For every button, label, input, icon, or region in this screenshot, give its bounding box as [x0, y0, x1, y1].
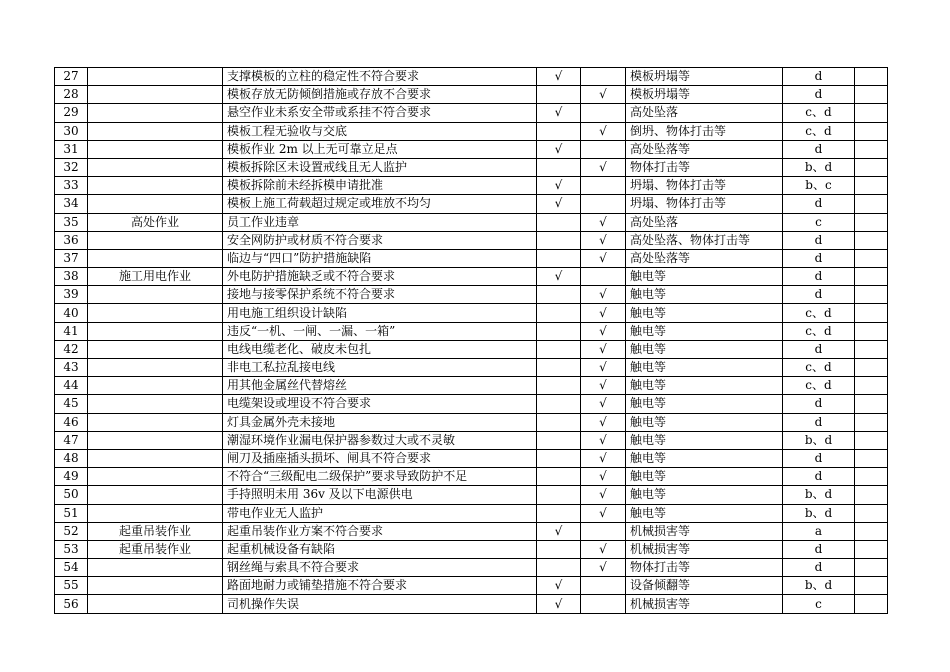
- check-mark-a: [537, 340, 581, 358]
- risk-level: c、d: [783, 359, 855, 377]
- remarks-cell: [855, 68, 888, 86]
- check-mark-b: √: [581, 359, 626, 377]
- hazard-description: 安全网防护或材质不符合要求: [223, 231, 537, 249]
- remarks-cell: [855, 304, 888, 322]
- possible-accident: 高处坠落、物体打击等: [626, 231, 783, 249]
- row-number: 33: [55, 177, 88, 195]
- table-row: [55, 122, 888, 140]
- row-number: 31: [55, 140, 88, 158]
- check-mark-a: [537, 449, 581, 467]
- work-category: [88, 231, 223, 249]
- possible-accident: 触电等: [626, 322, 783, 340]
- work-category: [88, 140, 223, 158]
- remarks-cell: [855, 268, 888, 286]
- possible-accident: 坍塌、物体打击等: [626, 177, 783, 195]
- table-row: [55, 322, 888, 340]
- row-number: 29: [55, 104, 88, 122]
- risk-level: d: [783, 249, 855, 267]
- risk-level: a: [783, 522, 855, 540]
- table-row: [55, 213, 888, 231]
- risk-level: d: [783, 286, 855, 304]
- table-row: [55, 104, 888, 122]
- work-category: [88, 104, 223, 122]
- check-mark-b: √: [581, 304, 626, 322]
- hazard-description: 模板存放无防倾倒措施或存放不合要求: [223, 86, 537, 104]
- remarks-cell: [855, 595, 888, 613]
- possible-accident: 高处坠落: [626, 213, 783, 231]
- possible-accident: 物体打击等: [626, 158, 783, 176]
- check-mark-b: √: [581, 231, 626, 249]
- risk-level: d: [783, 413, 855, 431]
- hazard-description: 钢丝绳与索具不符合要求: [223, 559, 537, 577]
- work-category: 起重吊装作业: [88, 522, 223, 540]
- table-row: [55, 249, 888, 267]
- remarks-cell: [855, 504, 888, 522]
- check-mark-a: √: [537, 68, 581, 86]
- check-mark-a: [537, 231, 581, 249]
- row-number: 42: [55, 340, 88, 358]
- check-mark-b: [581, 177, 626, 195]
- work-category: [88, 322, 223, 340]
- risk-level: b、d: [783, 158, 855, 176]
- check-mark-a: √: [537, 195, 581, 213]
- row-number: 28: [55, 86, 88, 104]
- check-mark-b: √: [581, 340, 626, 358]
- risk-level: d: [783, 449, 855, 467]
- risk-level: c、d: [783, 322, 855, 340]
- check-mark-b: [581, 195, 626, 213]
- table-row: [55, 340, 888, 358]
- remarks-cell: [855, 359, 888, 377]
- risk-level: b、d: [783, 577, 855, 595]
- remarks-cell: [855, 140, 888, 158]
- check-mark-a: √: [537, 595, 581, 613]
- work-category: [88, 195, 223, 213]
- check-mark-b: [581, 595, 626, 613]
- row-number: 30: [55, 122, 88, 140]
- remarks-cell: [855, 158, 888, 176]
- work-category: [88, 449, 223, 467]
- risk-level: c: [783, 213, 855, 231]
- risk-level: c: [783, 595, 855, 613]
- possible-accident: 触电等: [626, 431, 783, 449]
- remarks-cell: [855, 431, 888, 449]
- check-mark-a: [537, 304, 581, 322]
- check-mark-b: √: [581, 158, 626, 176]
- risk-level: d: [783, 86, 855, 104]
- risk-level: b、c: [783, 177, 855, 195]
- work-category: [88, 486, 223, 504]
- hazard-description: 手持照明未用 36v 及以下电源供电: [223, 486, 537, 504]
- row-number: 46: [55, 413, 88, 431]
- possible-accident: 机械损害等: [626, 595, 783, 613]
- possible-accident: 模板坍塌等: [626, 68, 783, 86]
- hazard-description: 支撑模板的立柱的稳定性不符合要求: [223, 68, 537, 86]
- work-category: 施工用电作业: [88, 268, 223, 286]
- remarks-cell: [855, 449, 888, 467]
- check-mark-a: [537, 559, 581, 577]
- risk-level: c、d: [783, 122, 855, 140]
- row-number: 53: [55, 540, 88, 558]
- possible-accident: 物体打击等: [626, 559, 783, 577]
- work-category: [88, 359, 223, 377]
- table-row: [55, 449, 888, 467]
- table-row: [55, 286, 888, 304]
- row-number: 35: [55, 213, 88, 231]
- check-mark-a: [537, 359, 581, 377]
- hazard-description: 电缆架设或埋设不符合要求: [223, 395, 537, 413]
- check-mark-b: √: [581, 486, 626, 504]
- risk-level: d: [783, 540, 855, 558]
- row-number: 52: [55, 522, 88, 540]
- check-mark-a: √: [537, 577, 581, 595]
- table-row: [55, 231, 888, 249]
- risk-level: c、d: [783, 104, 855, 122]
- hazard-description: 接地与接零保护系统不符合要求: [223, 286, 537, 304]
- table-row: [55, 504, 888, 522]
- check-mark-b: [581, 577, 626, 595]
- remarks-cell: [855, 340, 888, 358]
- risk-level: b、d: [783, 486, 855, 504]
- remarks-cell: [855, 395, 888, 413]
- check-mark-b: √: [581, 413, 626, 431]
- remarks-cell: [855, 540, 888, 558]
- row-number: 45: [55, 395, 88, 413]
- possible-accident: 触电等: [626, 395, 783, 413]
- hazard-description: 带电作业无人监护: [223, 504, 537, 522]
- row-number: 27: [55, 68, 88, 86]
- risk-level: d: [783, 559, 855, 577]
- check-mark-a: [537, 377, 581, 395]
- check-mark-b: √: [581, 559, 626, 577]
- check-mark-b: [581, 140, 626, 158]
- check-mark-a: √: [537, 522, 581, 540]
- remarks-cell: [855, 104, 888, 122]
- work-category: 高处作业: [88, 213, 223, 231]
- hazard-description: 闸刀及插座插头损坏、闸具不符合要求: [223, 449, 537, 467]
- risk-level: d: [783, 195, 855, 213]
- check-mark-a: [537, 86, 581, 104]
- possible-accident: 触电等: [626, 468, 783, 486]
- row-number: 55: [55, 577, 88, 595]
- table-row: [55, 431, 888, 449]
- possible-accident: 机械损害等: [626, 540, 783, 558]
- possible-accident: 高处坠落等: [626, 140, 783, 158]
- hazard-description: 模板作业 2m 以上无可靠立足点: [223, 140, 537, 158]
- work-category: [88, 395, 223, 413]
- possible-accident: 触电等: [626, 413, 783, 431]
- check-mark-a: [537, 249, 581, 267]
- table-row: [55, 595, 888, 613]
- check-mark-a: [537, 413, 581, 431]
- possible-accident: 触电等: [626, 340, 783, 358]
- table-row: [55, 268, 888, 286]
- possible-accident: 触电等: [626, 359, 783, 377]
- check-mark-b: [581, 104, 626, 122]
- possible-accident: 设备倾翻等: [626, 577, 783, 595]
- hazard-description: 潮湿环境作业漏电保护器参数过大或不灵敏: [223, 431, 537, 449]
- remarks-cell: [855, 177, 888, 195]
- table-row: [55, 359, 888, 377]
- check-mark-a: [537, 431, 581, 449]
- row-number: 51: [55, 504, 88, 522]
- check-mark-b: √: [581, 377, 626, 395]
- work-category: [88, 122, 223, 140]
- work-category: [88, 595, 223, 613]
- table-row: [55, 522, 888, 540]
- check-mark-b: [581, 68, 626, 86]
- hazard-description: 用其他金属丝代替熔丝: [223, 377, 537, 395]
- check-mark-b: √: [581, 468, 626, 486]
- possible-accident: 高处坠落等: [626, 249, 783, 267]
- hazard-description: 模板拆除前未经拆模申请批准: [223, 177, 537, 195]
- check-mark-a: [537, 122, 581, 140]
- remarks-cell: [855, 486, 888, 504]
- table-row: [55, 486, 888, 504]
- possible-accident: 坍塌、物体打击等: [626, 195, 783, 213]
- possible-accident: 触电等: [626, 268, 783, 286]
- possible-accident: 触电等: [626, 486, 783, 504]
- possible-accident: 触电等: [626, 304, 783, 322]
- hazard-description: 不符合“三级配电二级保护”要求导致防护不足: [223, 468, 537, 486]
- remarks-cell: [855, 577, 888, 595]
- possible-accident: 高处坠落: [626, 104, 783, 122]
- check-mark-a: [537, 213, 581, 231]
- table-row: [55, 68, 888, 86]
- check-mark-b: √: [581, 286, 626, 304]
- check-mark-a: [537, 486, 581, 504]
- row-number: 47: [55, 431, 88, 449]
- check-mark-b: √: [581, 122, 626, 140]
- hazard-description: 起重机械设备有缺陷: [223, 540, 537, 558]
- table-row: [55, 86, 888, 104]
- work-category: [88, 340, 223, 358]
- row-number: 48: [55, 449, 88, 467]
- hazard-description: 路面地耐力或铺垫措施不符合要求: [223, 577, 537, 595]
- row-number: 44: [55, 377, 88, 395]
- work-category: [88, 413, 223, 431]
- work-category: [88, 504, 223, 522]
- table-row: [55, 559, 888, 577]
- remarks-cell: [855, 249, 888, 267]
- hazard-description: 电线电缆老化、破皮未包扎: [223, 340, 537, 358]
- check-mark-b: [581, 522, 626, 540]
- hazard-description: 违反“一机、一闸、一漏、一箱”: [223, 322, 537, 340]
- table-row: [55, 158, 888, 176]
- remarks-cell: [855, 468, 888, 486]
- hazard-description: 悬空作业未系安全带或系挂不符合要求: [223, 104, 537, 122]
- check-mark-b: √: [581, 249, 626, 267]
- remarks-cell: [855, 413, 888, 431]
- table-row: [55, 540, 888, 558]
- row-number: 32: [55, 158, 88, 176]
- remarks-cell: [855, 377, 888, 395]
- hazard-description: 临边与“四口”防护措施缺陷: [223, 249, 537, 267]
- risk-table-body: [55, 68, 888, 614]
- check-mark-a: √: [537, 268, 581, 286]
- check-mark-a: [537, 395, 581, 413]
- table-row: [55, 577, 888, 595]
- table-row: [55, 304, 888, 322]
- check-mark-a: [537, 504, 581, 522]
- work-category: [88, 468, 223, 486]
- table-row: [55, 195, 888, 213]
- check-mark-a: √: [537, 104, 581, 122]
- check-mark-b: √: [581, 213, 626, 231]
- row-number: 37: [55, 249, 88, 267]
- check-mark-a: [537, 468, 581, 486]
- hazard-description: 模板上施工荷载超过规定或堆放不均匀: [223, 195, 537, 213]
- table-row: [55, 413, 888, 431]
- table-row: [55, 377, 888, 395]
- check-mark-b: √: [581, 322, 626, 340]
- risk-level: d: [783, 140, 855, 158]
- row-number: 43: [55, 359, 88, 377]
- check-mark-b: √: [581, 449, 626, 467]
- hazard-description: 模板工程无验收与交底: [223, 122, 537, 140]
- possible-accident: 触电等: [626, 504, 783, 522]
- row-number: 54: [55, 559, 88, 577]
- row-number: 34: [55, 195, 88, 213]
- row-number: 39: [55, 286, 88, 304]
- row-number: 49: [55, 468, 88, 486]
- row-number: 38: [55, 268, 88, 286]
- check-mark-b: √: [581, 504, 626, 522]
- risk-level: b、d: [783, 504, 855, 522]
- work-category: [88, 577, 223, 595]
- check-mark-b: √: [581, 86, 626, 104]
- work-category: 起重吊装作业: [88, 540, 223, 558]
- risk-level: d: [783, 468, 855, 486]
- risk-level: d: [783, 268, 855, 286]
- work-category: [88, 158, 223, 176]
- remarks-cell: [855, 559, 888, 577]
- hazard-description: 外电防护措施缺乏或不符合要求: [223, 268, 537, 286]
- hazard-description: 灯具金属外壳未接地: [223, 413, 537, 431]
- table-row: [55, 140, 888, 158]
- remarks-cell: [855, 522, 888, 540]
- remarks-cell: [855, 86, 888, 104]
- risk-level: c、d: [783, 304, 855, 322]
- table-row: [55, 395, 888, 413]
- check-mark-a: √: [537, 177, 581, 195]
- row-number: 56: [55, 595, 88, 613]
- work-category: [88, 68, 223, 86]
- remarks-cell: [855, 213, 888, 231]
- check-mark-a: [537, 322, 581, 340]
- hazard-description: 用电施工组织设计缺陷: [223, 304, 537, 322]
- possible-accident: 触电等: [626, 286, 783, 304]
- work-category: [88, 177, 223, 195]
- check-mark-a: √: [537, 140, 581, 158]
- row-number: 40: [55, 304, 88, 322]
- possible-accident: 倒坍、物体打击等: [626, 122, 783, 140]
- risk-level: d: [783, 395, 855, 413]
- hazard-description: 起重吊装作业方案不符合要求: [223, 522, 537, 540]
- remarks-cell: [855, 195, 888, 213]
- work-category: [88, 304, 223, 322]
- row-number: 50: [55, 486, 88, 504]
- risk-level: d: [783, 340, 855, 358]
- check-mark-b: √: [581, 431, 626, 449]
- check-mark-a: [537, 158, 581, 176]
- remarks-cell: [855, 122, 888, 140]
- check-mark-b: [581, 268, 626, 286]
- check-mark-b: √: [581, 540, 626, 558]
- check-mark-a: [537, 286, 581, 304]
- risk-level: b、d: [783, 431, 855, 449]
- table-row: [55, 468, 888, 486]
- risk-level: d: [783, 68, 855, 86]
- risk-table: [54, 67, 888, 614]
- possible-accident: 触电等: [626, 377, 783, 395]
- row-number: 41: [55, 322, 88, 340]
- remarks-cell: [855, 322, 888, 340]
- row-number: 36: [55, 231, 88, 249]
- risk-level: c、d: [783, 377, 855, 395]
- work-category: [88, 431, 223, 449]
- work-category: [88, 249, 223, 267]
- hazard-description: 模板拆除区未设置戒线且无人监护: [223, 158, 537, 176]
- table-row: [55, 177, 888, 195]
- work-category: [88, 559, 223, 577]
- possible-accident: 机械损害等: [626, 522, 783, 540]
- possible-accident: 触电等: [626, 449, 783, 467]
- work-category: [88, 286, 223, 304]
- remarks-cell: [855, 231, 888, 249]
- hazard-description: 员工作业违章: [223, 213, 537, 231]
- check-mark-a: [537, 540, 581, 558]
- risk-level: d: [783, 231, 855, 249]
- hazard-description: 司机操作失误: [223, 595, 537, 613]
- work-category: [88, 377, 223, 395]
- possible-accident: 模板坍塌等: [626, 86, 783, 104]
- remarks-cell: [855, 286, 888, 304]
- hazard-description: 非电工私拉乱接电线: [223, 359, 537, 377]
- check-mark-b: √: [581, 395, 626, 413]
- work-category: [88, 86, 223, 104]
